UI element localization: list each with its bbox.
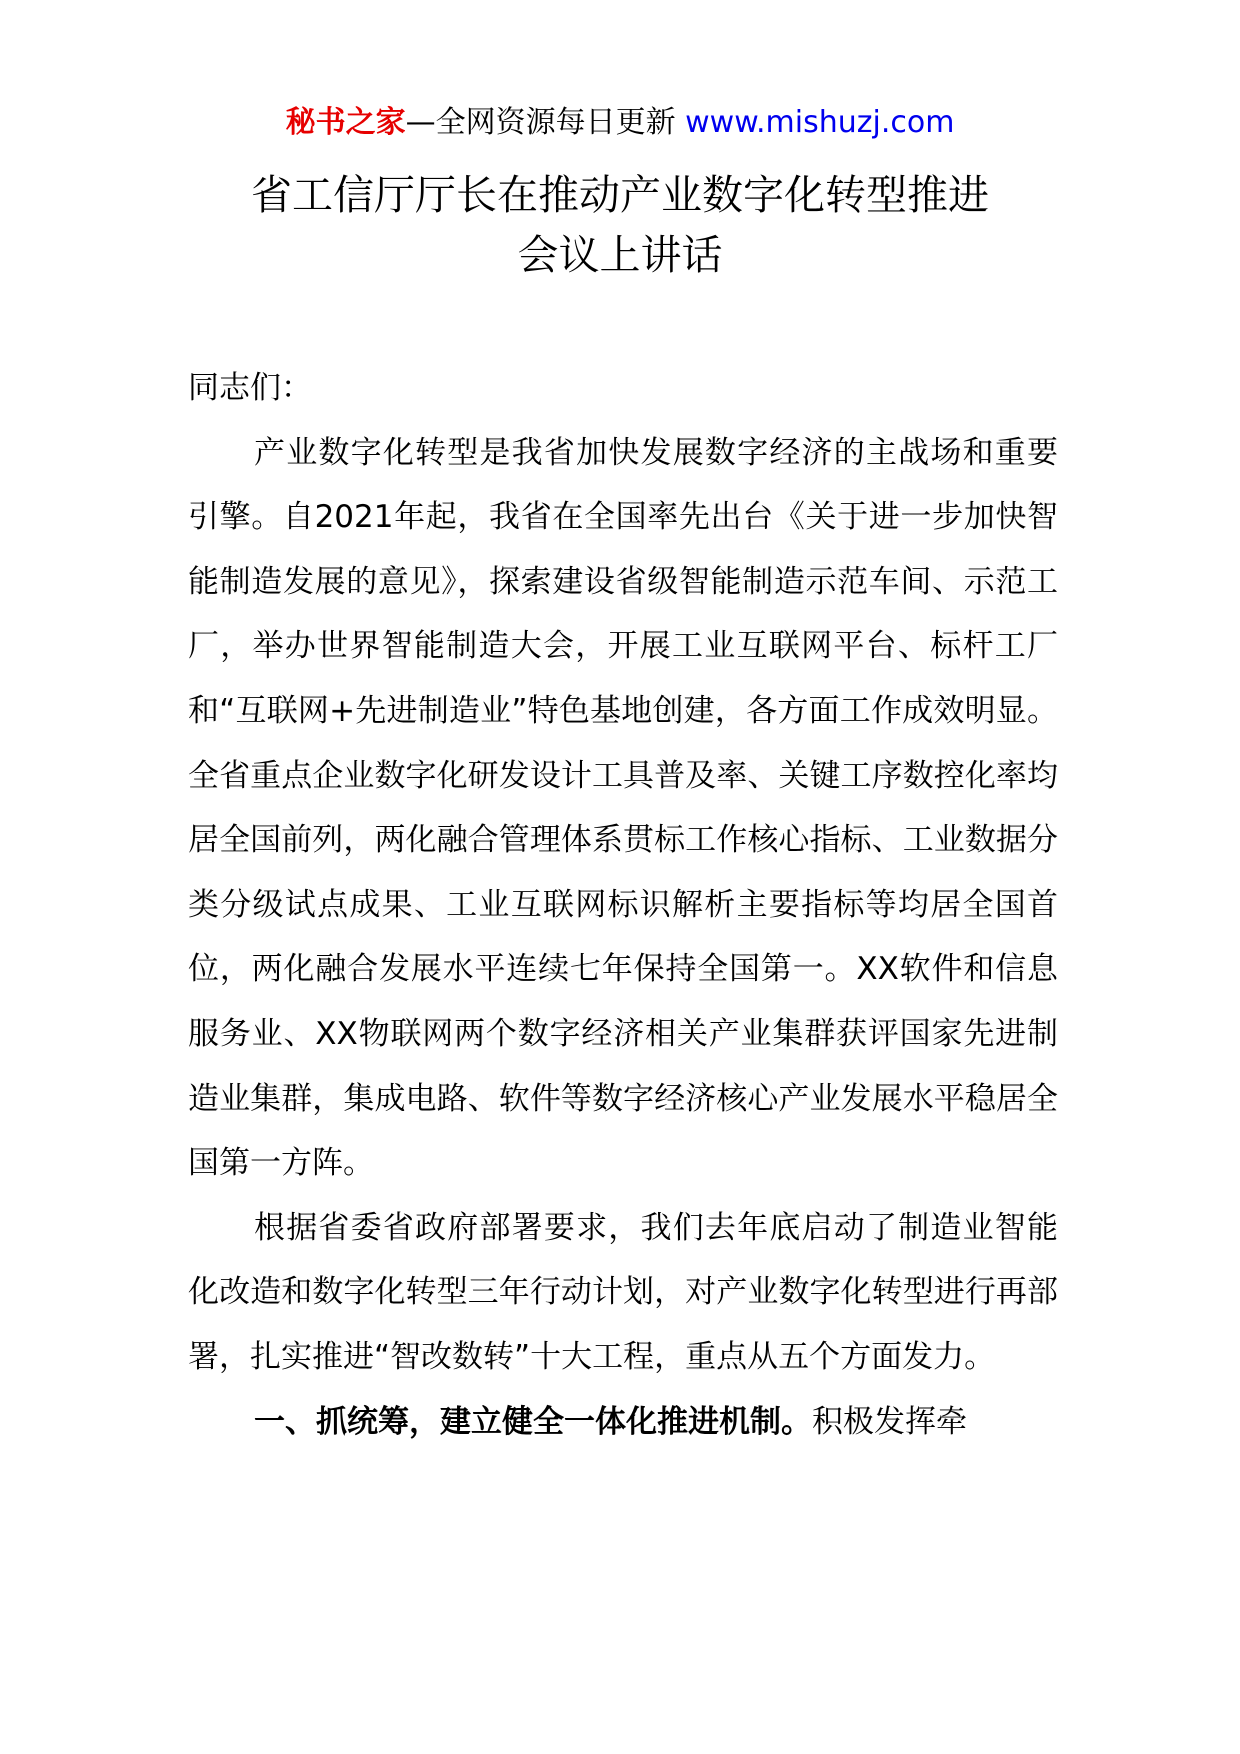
body-paragraph: 产业数字化转型是我省加快发展数字经济的主战场和重要引擎。自2021年起，我省在全国率先出台《关于进一步加快智能制造发展的意见》，探索建设省级智能制造示范车间、示范工厂，举办世界智能制造大会，开展工业互联网平台、标杆工厂和“互联网+先进制造业”特色基地创建，各方面工作成效明显。全省重点企业数字化研发设计工具普及率、关键工序数控化率均居全国前列，两化融合管理体系贯标工作核心指标、工业数据分类分级试点成果、工业互联网标识解析主要指标等均居全国首位，两化融合发展水平连续七年保持全国第一。XX软件和信息服务业、XX物联网两个数字经济相关产业集群获评国家先进制造业集群，集成电路、软件等数字经济核心产业发展水平稳居全国第一方阵。 — [188, 434, 1058, 1182]
document-title-line-2: 会议上讲话 — [517, 231, 723, 279]
banner-slogan: —全网资源每日更新 — [405, 105, 676, 140]
document-body — [188, 356, 1058, 1454]
body-paragraph: 根据省委省政府部署要求，我们去年底启动了制造业智能化改造和数字化转型三年行动计划，对产业数字化转型进行再部署，扎实推进“智改数转”十大工程，重点从五个方面发力。 — [188, 1209, 1058, 1375]
document-title-line-1: 省工信厅厅长在推动产业数字化转型推进 — [251, 171, 989, 219]
salutation: 同志们： — [188, 370, 312, 406]
site-banner — [0, 98, 1240, 148]
banner-site-name: 秘书之家 — [285, 105, 406, 140]
section-one-heading: 一、抓统筹，建立健全一体化推进机制。 — [254, 1403, 812, 1440]
section-one-paragraph — [188, 1390, 1058, 1455]
document-title — [0, 165, 1240, 285]
section-one-text: 积极发挥牵 — [812, 1403, 967, 1440]
banner-url-link[interactable]: www.mishuzj.com — [685, 105, 955, 140]
